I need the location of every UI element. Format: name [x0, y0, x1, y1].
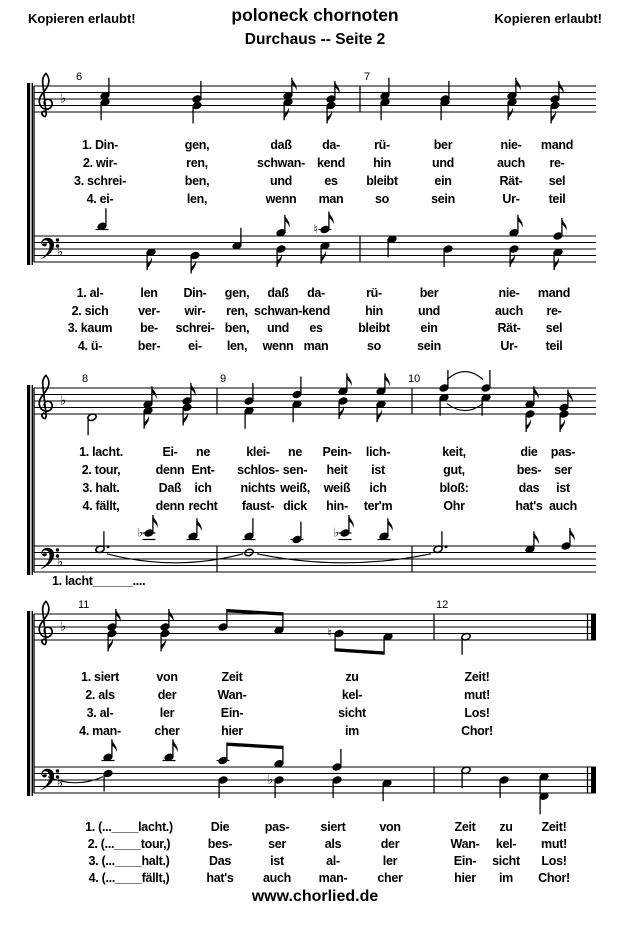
lyric-syllable: Zeit [221, 670, 243, 684]
measure-number: 11 [78, 599, 90, 611]
measure-number: 10 [408, 373, 421, 385]
lyric-syllable: 3. schrei- [74, 174, 126, 188]
measure-number: 9 [220, 373, 227, 385]
tie [257, 554, 431, 563]
lyric-syllable: wenn [265, 192, 297, 206]
note-flag [347, 373, 352, 386]
lyric-syllable: 4. fällt, [82, 499, 120, 513]
lyric-syllable: Los! [464, 706, 490, 720]
flat-sign: ♭ [267, 772, 274, 787]
note-flag [518, 215, 523, 228]
lyric-syllable: Din- [183, 286, 207, 300]
lyric-syllable: ser [554, 463, 572, 477]
lyric-syllable: 1. lacht. [79, 445, 123, 459]
flat-sign: ♭ [60, 393, 67, 409]
lyric-syllable: Wan- [217, 688, 247, 702]
lyric-syllable: sicht [338, 706, 366, 720]
treble-clef [39, 73, 52, 116]
measure-number: 8 [82, 373, 89, 385]
page-title: poloneck chornoten [231, 5, 399, 25]
note-flag [508, 107, 513, 120]
lyric-syllable: teil [545, 339, 563, 354]
augmentation-dot [445, 545, 448, 548]
lyric-syllable: mut! [541, 837, 567, 851]
note-flag [284, 107, 289, 120]
beam [335, 648, 384, 655]
lyric-syllable: man [303, 339, 329, 354]
lyric-syllable: 4. ü- [77, 339, 103, 354]
lyric-syllable: denn [155, 499, 185, 513]
lyric-syllable: als [324, 837, 342, 851]
note-flag [144, 416, 149, 429]
lyric-syllable: 3. kaum [67, 321, 113, 336]
system-bracket [32, 611, 33, 796]
lyric-syllable: hat's [515, 499, 543, 513]
lyric-syllable: 3. al- [86, 706, 114, 720]
augmentation-dot [107, 545, 110, 548]
lyric-syllable: bleibt [366, 174, 398, 188]
note-flag [554, 257, 559, 270]
lyric-syllable: ren, [226, 303, 248, 318]
measure-number: 12 [436, 599, 449, 611]
note-flag [385, 373, 390, 386]
lyric-syllable: ne [196, 445, 210, 459]
lyric-syllable: mut! [464, 688, 490, 702]
lyric-syllable: ter'm [363, 499, 393, 513]
lyric-syllable: der [380, 837, 400, 851]
lyric-syllable: bes- [516, 463, 542, 477]
lyric-syllable: gen, [224, 286, 250, 300]
lyric-syllable: Zeit [454, 820, 476, 834]
lyric-syllable: lich- [365, 445, 391, 459]
lyric-syllable: gut, [443, 463, 465, 477]
lyric-syllable: Ei- [162, 445, 178, 459]
bass-clef-dot [56, 238, 59, 241]
lyric-syllable: bleibt [358, 321, 390, 336]
lyric-syllable: zu [499, 820, 513, 834]
tie [107, 554, 243, 563]
note-flag [285, 215, 290, 228]
treble-clef [39, 375, 52, 418]
note-flag [112, 739, 117, 752]
lyric-syllable: mand [540, 138, 574, 152]
flat-sign: ♭ [137, 525, 144, 540]
lyric-syllable: keit, [442, 445, 466, 459]
lyric-syllable: weiß, [280, 481, 310, 495]
final-barline-thick [591, 614, 596, 640]
lyric-syllable: ei- [188, 339, 202, 354]
lyric-syllable: auch [497, 156, 525, 170]
lyric-syllable: die [520, 445, 538, 459]
lyric-syllable: Chor! [538, 871, 570, 885]
lyric-syllable: der [157, 688, 177, 702]
lyric-syllable: len, [226, 339, 248, 354]
lyric-syllable: ber- [137, 339, 161, 354]
lyric-syllable: 3. (...____halt.) [88, 854, 170, 868]
lyric-syllable: Zeit! [541, 820, 567, 834]
system-bracket [32, 83, 33, 265]
flat-sign: ♭ [57, 775, 64, 791]
lyric-syllable: ser [268, 837, 286, 851]
lyric-syllable: Rät- [499, 174, 523, 188]
bass-clef-dot [56, 769, 59, 772]
lyric-syllable: und [431, 156, 455, 170]
lyric-syllable: da- [322, 138, 340, 152]
lyric-syllable: 1. (...____lacht.) [85, 820, 173, 834]
lyric-syllable: re- [546, 303, 562, 318]
lyric-syllable: wir- [184, 303, 206, 318]
page-subtitle: Durchaus -- Seite 2 [244, 31, 386, 48]
lyric-syllable: siert [320, 820, 346, 834]
lyric-syllable: von [379, 820, 401, 834]
lyric-syllable: nichts [240, 481, 276, 495]
lyric-syllable: mand [537, 286, 571, 300]
lyric-syllable: 1. Din- [81, 138, 119, 152]
system-bracket [27, 611, 30, 796]
lyric-syllable: denn [155, 463, 185, 477]
flat-sign: ♭ [333, 525, 340, 540]
lyric-syllable: cher [154, 724, 180, 738]
note-flag [516, 78, 521, 91]
lyric-syllable: teil [548, 192, 566, 206]
lyric-syllable: so [367, 339, 381, 354]
flat-sign: ♭ [60, 619, 67, 635]
lyric-syllable: al- [326, 854, 340, 868]
lyric-syllable: 1. al- [76, 286, 104, 300]
lyric-syllable: Los! [541, 854, 567, 868]
note-flag [526, 419, 531, 432]
lyric-syllable: und [417, 303, 441, 318]
lyric-syllable: Ur- [502, 192, 520, 206]
lyric-syllable: hat's [206, 871, 234, 885]
note-flag [560, 419, 565, 432]
lyric-syllable: pas- [550, 445, 576, 459]
lyric-syllable: 4. (...____fällt,) [88, 871, 170, 885]
lyric-syllable: schrei- [175, 321, 215, 336]
lyric-syllable: das [518, 481, 540, 495]
lyric-syllable: 2. als [85, 688, 115, 702]
lyric-syllable: Das [208, 854, 232, 868]
natural-sign: ♮ [313, 222, 318, 236]
lyric-syllable: kel- [495, 837, 517, 851]
final-barline-thick [591, 767, 596, 793]
system-bracket [27, 83, 30, 265]
lyric-syllable: wenn [262, 339, 294, 354]
lyric-syllable: auch [549, 499, 577, 513]
lyric-syllable: schwan- [254, 303, 302, 318]
lyric-syllable: Daß [158, 481, 182, 495]
copy-permission-left: Kopieren erlaubt! [28, 11, 136, 26]
beam [227, 609, 283, 616]
lyric-syllable: bloß: [439, 481, 469, 495]
lyric-syllable: gen, [184, 138, 210, 152]
lyric-syllable: es [309, 321, 323, 336]
note-flag [147, 257, 152, 270]
lyric-syllable: ber [433, 138, 453, 152]
lyric-syllable: kend [302, 303, 330, 318]
lyric-syllable: 3. halt. [82, 481, 120, 495]
lyric-syllable: von [156, 670, 178, 684]
lyric-syllable: pas- [264, 820, 290, 834]
lyric-syllable: sein [431, 192, 455, 206]
lyric-syllable: sen- [282, 463, 308, 477]
lyric-syllable: nie- [498, 286, 520, 300]
lyric-syllable: Ein- [453, 854, 477, 868]
lyric-syllable: dick [283, 499, 307, 513]
lyric-syllable: 4. ei- [86, 192, 114, 206]
lyric-syllable: Zeit! [464, 670, 490, 684]
treble-clef [39, 601, 52, 644]
note-flag [292, 78, 297, 91]
lyric-syllable: Rät- [497, 321, 521, 336]
lyric-syllable: Pein- [322, 445, 352, 459]
lyric-syllable: ben, [184, 174, 210, 188]
lyric-syllable: sicht [492, 854, 520, 868]
lyric-syllable: daß [270, 138, 292, 152]
lyric-syllable: hier [221, 724, 243, 738]
lyric-syllable: ber [419, 286, 439, 300]
lyric-syllable: im [499, 871, 513, 885]
lyric-syllable: es [324, 174, 338, 188]
note-flag [173, 739, 178, 752]
lyric-syllable: ein [420, 321, 438, 336]
lyric-syllable: rü- [366, 286, 382, 300]
lyric-syllable: 1. siert [81, 670, 119, 684]
lyric-syllable: und [266, 321, 290, 336]
lyric-syllable: sein [417, 339, 441, 354]
lyric-syllable: recht [188, 499, 218, 513]
lyric-syllable: ren, [186, 156, 208, 170]
beam [227, 743, 283, 750]
footer-url: www.chorlied.de [251, 888, 379, 905]
lyric-syllable: ich [369, 481, 387, 495]
note-flag [349, 515, 354, 528]
tie [447, 372, 483, 380]
lyric-syllable: hin- [326, 499, 348, 513]
note-flag [570, 528, 575, 541]
lyric-syllable: daß [267, 286, 289, 300]
lyric-syllable: 2. wir- [82, 156, 118, 170]
lyric-syllable: Die [210, 820, 230, 834]
lyric-syllable: man [318, 192, 344, 206]
lyric-syllable: ist [371, 463, 385, 477]
lyric-syllable: Ent- [191, 463, 215, 477]
note-flag [388, 518, 393, 531]
note-flag [153, 515, 158, 528]
lyric-syllable: faust- [241, 499, 275, 513]
lyric-syllable: Chor! [461, 724, 493, 738]
lyric-syllable: ist [270, 854, 284, 868]
lyric-syllable: ist [556, 481, 570, 495]
lyric-syllable: und [269, 174, 293, 188]
lyric-syllable: cher [377, 871, 403, 885]
lyric-syllable: Ohr [443, 499, 465, 513]
flat-sign: ♭ [57, 554, 64, 570]
lyric-syllable: len [140, 286, 158, 300]
lyric-syllable: im [345, 724, 359, 738]
lyric-syllable: auch [495, 303, 523, 318]
lyric-syllable: kend [317, 156, 345, 170]
lyric-syllable: nie- [500, 138, 522, 152]
lyric-syllable: hier [454, 871, 476, 885]
lyric-syllable: zu [345, 670, 359, 684]
lyric-syllable: Ur- [500, 339, 518, 354]
lyric-syllable: 1. lacht______.... [52, 574, 146, 588]
lyric-syllable: ben, [224, 321, 250, 336]
lyric-syllable: Wan- [450, 837, 480, 851]
note-flag [377, 409, 382, 422]
lyric-syllable: be- [140, 321, 158, 336]
lyric-syllable: ver- [138, 303, 160, 318]
lyric-syllable: da- [307, 286, 325, 300]
lyric-syllable: len, [186, 192, 208, 206]
note-flag [534, 531, 539, 544]
note-flag [562, 218, 567, 231]
note-flag [329, 212, 334, 225]
lyric-syllable: sel [548, 174, 566, 188]
lyric-syllable: 2. sich [71, 303, 109, 318]
flat-sign: ♭ [60, 91, 67, 107]
lyric-syllable: rü- [374, 138, 390, 152]
lyric-syllable: kel- [341, 688, 363, 702]
lyric-syllable: Ein- [220, 706, 244, 720]
measure-number: 6 [76, 71, 83, 83]
lyric-syllable: auch [263, 871, 291, 885]
lyric-syllable: re- [549, 156, 565, 170]
natural-sign: ♮ [327, 626, 332, 640]
flat-sign: ♭ [57, 244, 64, 260]
lyric-syllable: hin [365, 303, 383, 318]
lyric-syllable: weiß [323, 481, 351, 495]
lyric-syllable: bes- [207, 837, 233, 851]
lyric-syllable: 4. man- [79, 724, 121, 738]
lyric-syllable: 2. (...____tour,) [87, 837, 171, 851]
lyric-syllable: so [375, 192, 389, 206]
system-bracket [27, 385, 30, 575]
system-bracket [32, 385, 33, 575]
copy-permission-right: Kopieren erlaubt! [494, 11, 602, 26]
bass-clef-dot [56, 548, 59, 551]
lyric-syllable: hin [373, 156, 391, 170]
lyric-syllable: schlos- [237, 463, 279, 477]
lyric-syllable: 2. tour, [81, 463, 121, 477]
lyric-syllable: ne [288, 445, 302, 459]
lyric-syllable: ich [194, 481, 212, 495]
lyric-syllable: sel [545, 321, 563, 336]
lyric-syllable: ler [159, 706, 175, 720]
lyric-syllable: ler [382, 854, 398, 868]
lyric-syllable: schwan- [257, 156, 305, 170]
lyric-syllable: heit [326, 463, 348, 477]
lyric-syllable: ein [434, 174, 452, 188]
measure-number: 7 [364, 71, 371, 83]
lyric-syllable: klei- [246, 445, 270, 459]
note-flag [197, 518, 202, 531]
lyric-syllable: man- [318, 871, 348, 885]
